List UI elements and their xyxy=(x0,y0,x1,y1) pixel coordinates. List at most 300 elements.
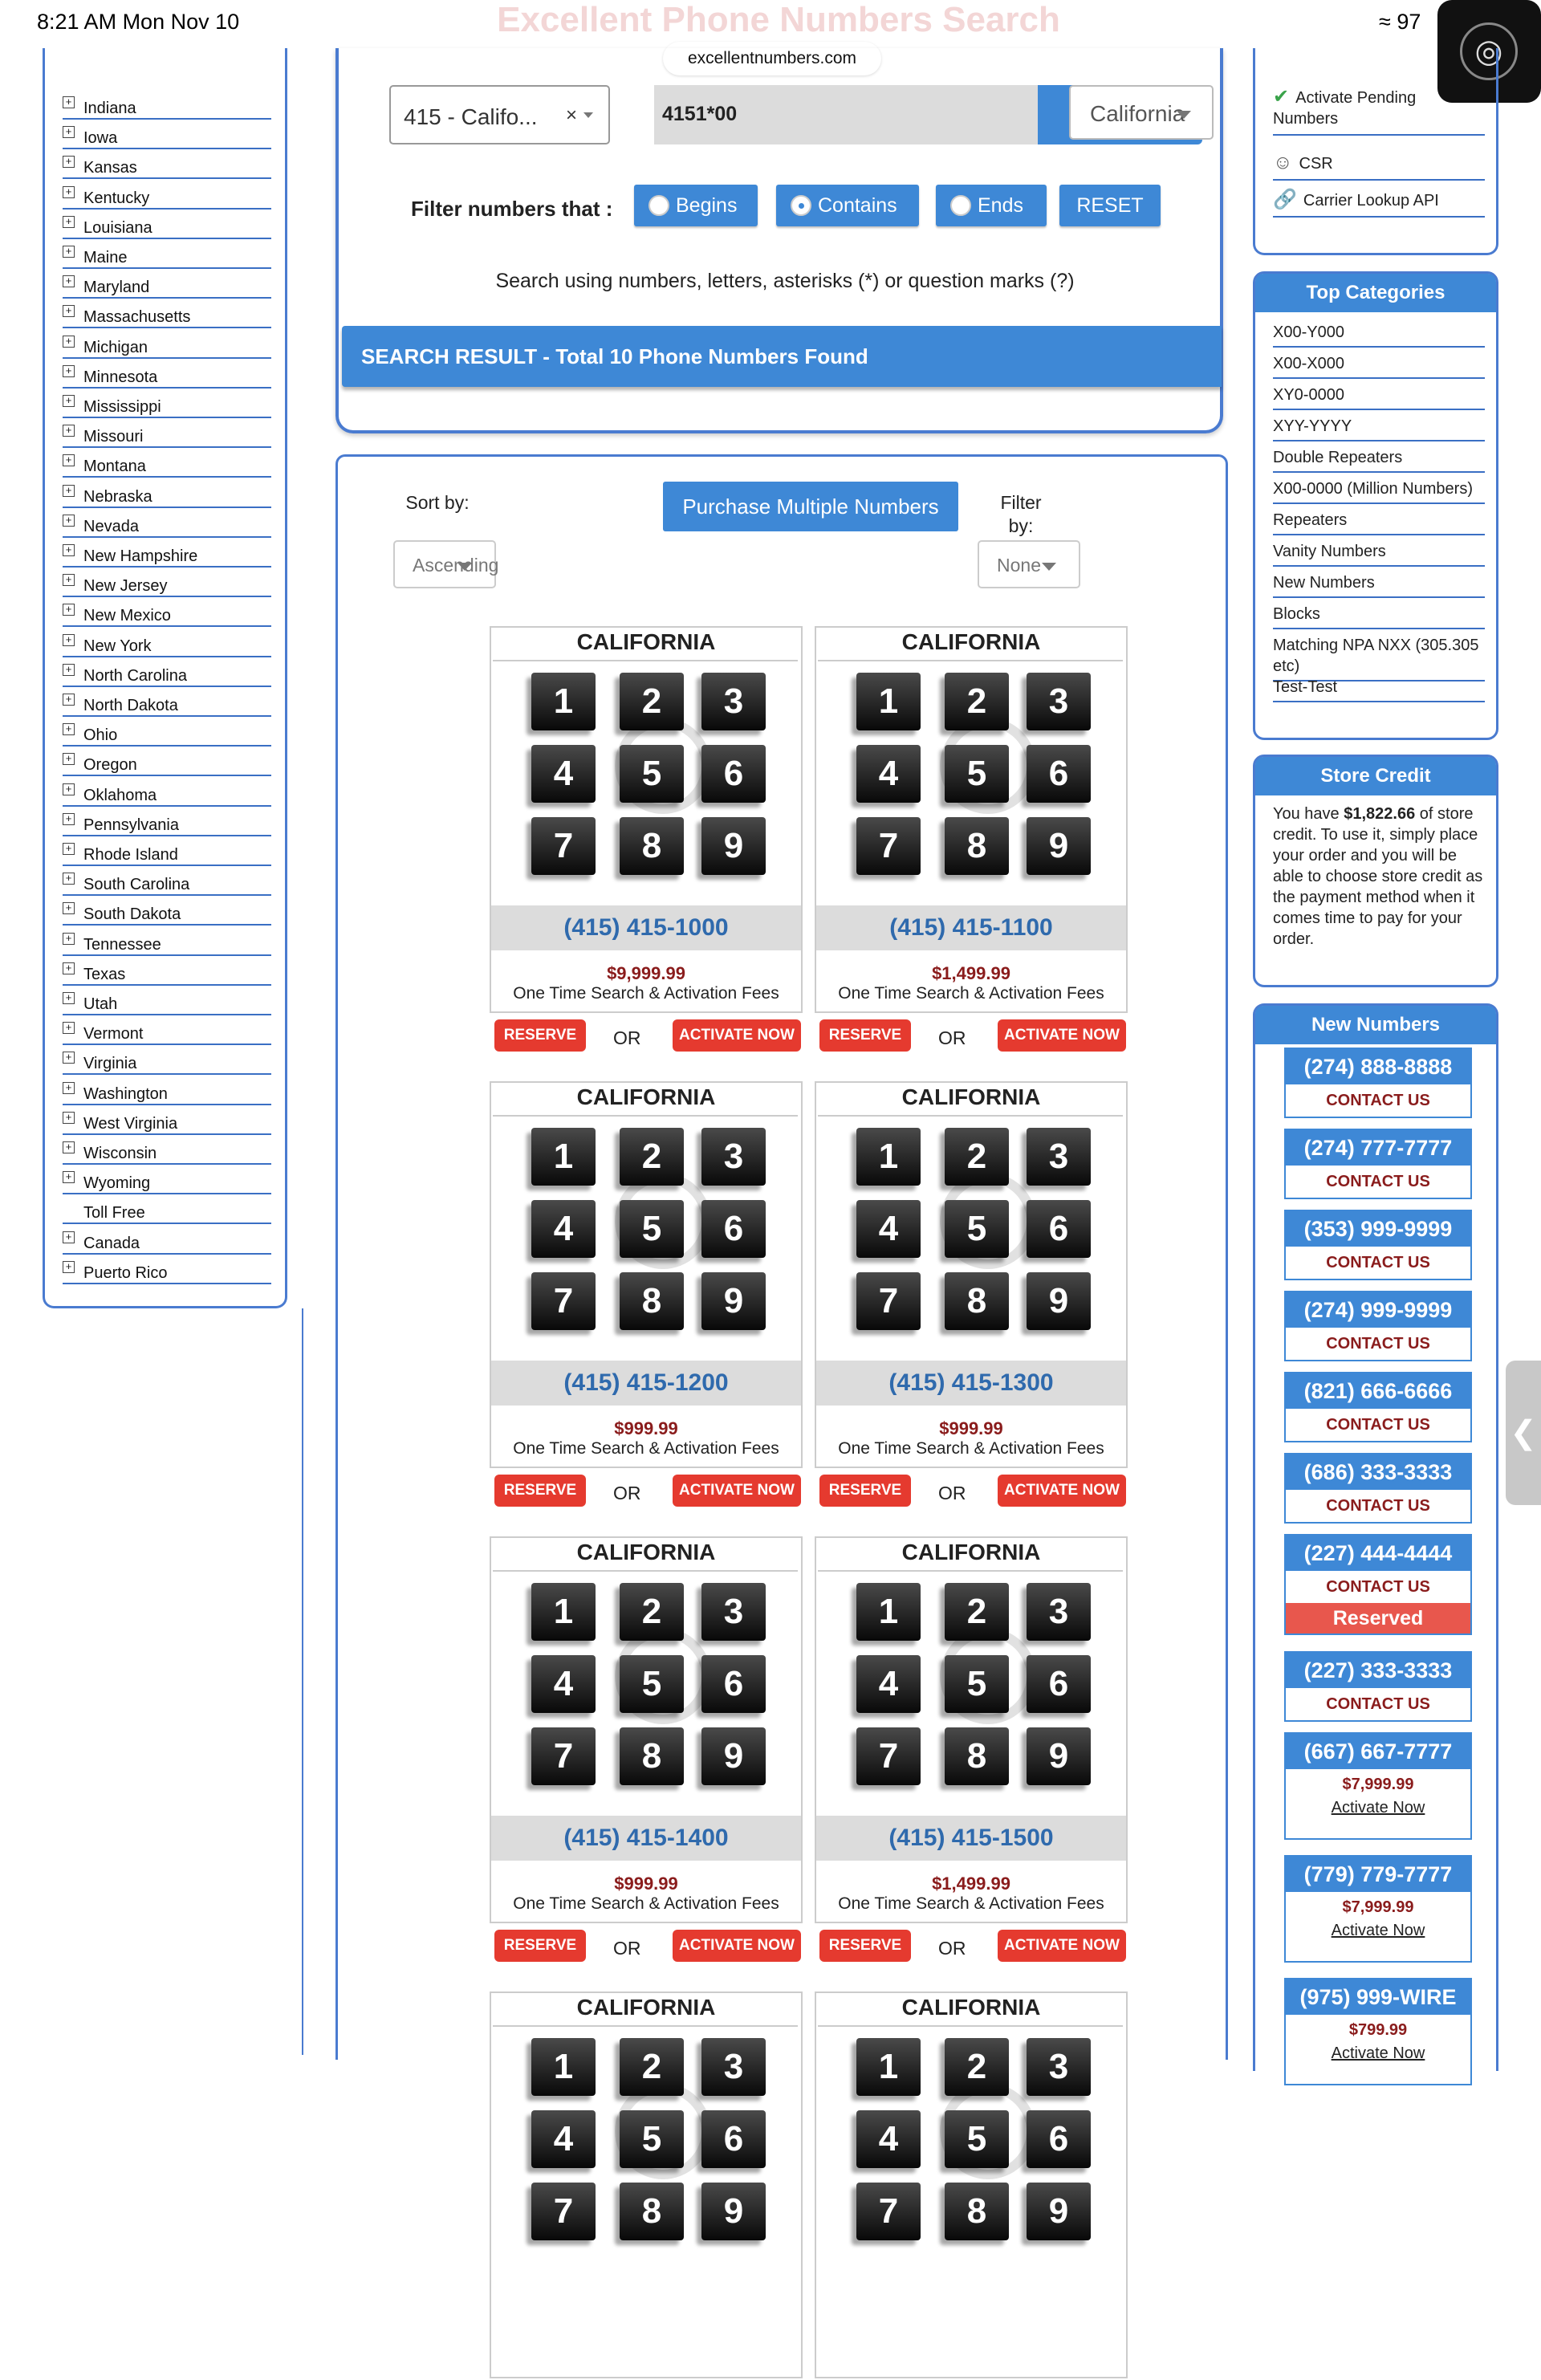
expand-icon[interactable]: + xyxy=(63,395,75,407)
keypad-key: 3 xyxy=(1027,1128,1091,1186)
filter-ends-label: Ends xyxy=(978,194,1023,217)
number-search-input[interactable] xyxy=(654,85,1039,144)
keypad-key: 8 xyxy=(620,1727,684,1785)
clear-icon[interactable]: × xyxy=(566,104,578,126)
state-name: Mississippi xyxy=(83,398,161,416)
state-name: Kentucky xyxy=(83,189,150,207)
new-number[interactable]: (667) 667-7777 xyxy=(1286,1734,1470,1769)
state-name: Wisconsin xyxy=(83,1145,157,1162)
keypad-key: 7 xyxy=(856,817,921,875)
keypad-key: 4 xyxy=(856,1655,921,1713)
chevron-down-icon xyxy=(1177,111,1191,119)
state-item[interactable] xyxy=(63,418,271,448)
keypad-key: 2 xyxy=(945,1128,1009,1186)
or-label: OR xyxy=(613,1483,641,1503)
activate-now-link[interactable]: Activate Now xyxy=(1331,1922,1425,1939)
new-numbers-title: New Numbers xyxy=(1255,1006,1496,1044)
category-link[interactable]: X00-Y000 xyxy=(1273,322,1485,348)
expand-icon[interactable]: + xyxy=(63,216,75,228)
state-name: Oregon xyxy=(83,756,137,775)
card-phone-number[interactable]: (415) 415-1400 xyxy=(491,1816,801,1861)
keypad-key: 5 xyxy=(620,2110,684,2168)
credit-amount: $1,822.66 xyxy=(1344,805,1416,823)
card-state: CALIFORNIA xyxy=(901,1084,1041,1109)
keypad-image xyxy=(531,1583,764,1800)
expand-icon[interactable]: + xyxy=(63,1022,75,1034)
filter-by-select[interactable] xyxy=(978,540,1080,588)
state-item[interactable] xyxy=(63,508,271,538)
state-name: North Dakota xyxy=(83,697,178,714)
category-link[interactable]: Matching NPA NXX (305.305 etc) xyxy=(1273,635,1485,681)
category-link[interactable]: X00-0000 (Million Numbers) xyxy=(1273,478,1485,504)
keypad-key: 8 xyxy=(945,1727,1009,1785)
state-name: Louisiana xyxy=(83,218,152,237)
state-item[interactable] xyxy=(63,359,271,389)
new-number[interactable]: (227) 444-4444 xyxy=(1286,1536,1470,1571)
state-item[interactable] xyxy=(63,269,271,299)
expand-icon[interactable]: + xyxy=(63,962,75,974)
state-item[interactable] xyxy=(63,807,271,836)
state-item[interactable] xyxy=(63,1165,271,1194)
expand-icon[interactable]: + xyxy=(63,1082,75,1094)
url-bar[interactable]: excellentnumbers.com xyxy=(663,42,881,75)
search-result-bar: SEARCH RESULT - Total 10 Phone Numbers Found xyxy=(342,326,1222,387)
filter-ends-radio[interactable] xyxy=(936,185,1047,226)
state-item[interactable] xyxy=(63,180,271,210)
state-item[interactable] xyxy=(63,896,271,926)
new-number[interactable]: (227) 333-3333 xyxy=(1286,1653,1470,1688)
new-number[interactable]: (274) 777-7777 xyxy=(1286,1130,1470,1166)
state-item[interactable] xyxy=(63,1194,271,1224)
category-link[interactable]: Vanity Numbers xyxy=(1273,541,1485,567)
category-link[interactable]: Repeaters xyxy=(1273,510,1485,535)
expand-icon[interactable]: + xyxy=(63,783,75,795)
number-card xyxy=(490,626,803,1048)
expand-icon[interactable]: + xyxy=(63,186,75,198)
card-price: $1,499.99 xyxy=(932,1873,1010,1894)
reset-button[interactable]: RESET xyxy=(1059,185,1161,226)
store-credit-title: Store Credit xyxy=(1255,757,1496,795)
filter-by-label: Filter by: xyxy=(1000,492,1042,536)
keypad-key: 3 xyxy=(1027,2038,1091,2096)
reserve-button[interactable]: RESERVE xyxy=(819,1930,911,1962)
state-item[interactable] xyxy=(63,149,271,179)
state-item[interactable] xyxy=(63,239,271,269)
activate-now-button[interactable]: ACTIVATE NOW xyxy=(998,1475,1126,1507)
contact-us-link[interactable]: CONTACT US xyxy=(1326,1578,1430,1596)
expand-icon[interactable]: + xyxy=(63,515,75,527)
state-name: Minnesota xyxy=(83,368,158,386)
new-number-card[interactable] xyxy=(1284,1048,1472,1118)
keypad-key: 5 xyxy=(945,2110,1009,2168)
expand-icon[interactable]: + xyxy=(63,454,75,466)
state-name: Ohio xyxy=(83,726,118,745)
card-fee-label: One Time Search & Activation Fees xyxy=(838,984,1104,1003)
category-link[interactable]: XY0-0000 xyxy=(1273,384,1485,410)
state-name: Michigan xyxy=(83,338,148,356)
state-name: Rhode Island xyxy=(83,846,178,864)
keypad-key: 3 xyxy=(701,1583,766,1641)
number-card xyxy=(815,1991,1128,2380)
state-name: New Jersey xyxy=(83,577,168,596)
expand-icon[interactable]: + xyxy=(63,574,75,586)
or-label: OR xyxy=(938,1938,966,1959)
filter-by-value: None xyxy=(997,555,1041,576)
new-number-card[interactable] xyxy=(1284,1372,1472,1442)
new-number-card[interactable] xyxy=(1284,1210,1472,1280)
expand-icon[interactable]: + xyxy=(63,1052,75,1064)
new-number-card[interactable] xyxy=(1284,1129,1472,1199)
keypad-key: 1 xyxy=(856,1128,921,1186)
activate-now-button[interactable]: ACTIVATE NOW xyxy=(998,1930,1126,1962)
state-item[interactable] xyxy=(63,448,271,478)
keypad-key: 5 xyxy=(945,1655,1009,1713)
chevron-down-icon xyxy=(583,112,593,118)
contact-us-link[interactable]: CONTACT US xyxy=(1326,1092,1430,1109)
state-item[interactable] xyxy=(63,1015,271,1045)
state-name: Puerto Rico xyxy=(83,1263,168,1282)
radio-icon xyxy=(950,195,971,216)
expand-icon[interactable]: + xyxy=(63,992,75,1004)
keypad-key: 7 xyxy=(531,2183,596,2240)
state-name: Virginia xyxy=(83,1055,137,1073)
state-item[interactable] xyxy=(63,1045,271,1075)
state-name: Massachusetts xyxy=(83,308,191,327)
sidebar-link-label: Activate Pending Numbers xyxy=(1273,89,1417,128)
keypad-key: 2 xyxy=(620,1128,684,1186)
state-name: Nevada xyxy=(83,517,139,535)
category-link[interactable]: Blocks xyxy=(1273,604,1485,629)
keypad-key: 1 xyxy=(531,1583,596,1641)
state-item[interactable] xyxy=(63,986,271,1015)
state-name: Utah xyxy=(83,995,118,1013)
state-name: South Dakota xyxy=(83,905,181,924)
keypad-key: 4 xyxy=(531,1200,596,1258)
category-link[interactable]: X00-X000 xyxy=(1273,353,1485,379)
divider xyxy=(493,1570,798,1572)
reserve-button[interactable]: RESERVE xyxy=(819,1019,911,1052)
state-item[interactable] xyxy=(63,210,271,239)
store-credit-text xyxy=(1273,804,1490,950)
state-item[interactable] xyxy=(63,478,271,508)
keypad-key: 3 xyxy=(1027,673,1091,730)
category-link[interactable]: Double Repeaters xyxy=(1273,447,1485,473)
expand-icon[interactable]: + xyxy=(63,873,75,885)
expand-icon[interactable]: + xyxy=(63,365,75,377)
divider xyxy=(493,1115,798,1117)
state-item[interactable] xyxy=(63,299,271,328)
new-number-price: $7,999.99 xyxy=(1342,1776,1414,1793)
divider xyxy=(818,1570,1123,1572)
keypad-key: 9 xyxy=(1027,817,1091,875)
card-price: $9,999.99 xyxy=(607,963,685,983)
area-code-value: 415 - Califo... xyxy=(404,104,538,129)
link-icon: 🔗 xyxy=(1273,189,1297,210)
card-phone-number[interactable]: (415) 415-1200 xyxy=(491,1361,801,1406)
keypad-key: 7 xyxy=(531,817,596,875)
expand-icon[interactable]: + xyxy=(63,933,75,945)
expand-icon[interactable]: + xyxy=(63,275,75,287)
expand-icon[interactable]: + xyxy=(63,305,75,317)
keypad-key: 2 xyxy=(620,673,684,730)
activate-now-link[interactable]: Activate Now xyxy=(1331,2044,1425,2062)
area-code-select[interactable] xyxy=(389,85,610,144)
expand-icon[interactable]: + xyxy=(63,813,75,825)
keypad-image xyxy=(531,673,764,889)
state-name: Maryland xyxy=(83,279,150,297)
keypad-key: 7 xyxy=(856,1727,921,1785)
expand-icon[interactable]: + xyxy=(63,126,75,138)
radio-selected-icon xyxy=(791,195,811,216)
keypad-image xyxy=(856,673,1089,889)
new-number-card[interactable] xyxy=(1284,1453,1472,1524)
reserve-button[interactable]: RESERVE xyxy=(819,1475,911,1507)
keypad-key: 1 xyxy=(856,2038,921,2096)
state-item[interactable] xyxy=(63,866,271,896)
keypad-key: 2 xyxy=(620,2038,684,2096)
divider xyxy=(818,1115,1123,1117)
card-price: $999.99 xyxy=(614,1873,678,1894)
status-icons xyxy=(1379,10,1421,35)
state-item[interactable] xyxy=(63,1076,271,1105)
state-item[interactable] xyxy=(63,657,271,687)
keypad-image xyxy=(856,1583,1089,1800)
contact-us-link[interactable]: CONTACT US xyxy=(1326,1254,1430,1271)
keypad-image xyxy=(531,1128,764,1345)
assistive-icon: ◎ xyxy=(1460,22,1518,80)
filter-begins-radio[interactable] xyxy=(634,185,758,226)
expand-icon[interactable]: + xyxy=(63,843,75,855)
card-state: CALIFORNIA xyxy=(576,629,716,654)
account-links-box xyxy=(1253,48,1498,255)
filter-begins-label: Begins xyxy=(676,194,738,217)
expand-icon[interactable]: + xyxy=(63,1261,75,1273)
keypad-key: 9 xyxy=(1027,2183,1091,2240)
expand-icon[interactable]: + xyxy=(63,485,75,497)
state-item[interactable] xyxy=(63,956,271,986)
state-item[interactable] xyxy=(63,717,271,747)
new-number-card[interactable] xyxy=(1284,1291,1472,1361)
keypad-key: 8 xyxy=(945,2183,1009,2240)
contact-us-link[interactable]: CONTACT US xyxy=(1326,1497,1430,1515)
reserve-button[interactable]: RESERVE xyxy=(494,1475,586,1507)
new-number[interactable]: (779) 779-7777 xyxy=(1286,1857,1470,1892)
sort-label: Sort by: xyxy=(405,492,470,513)
radio-icon xyxy=(649,195,669,216)
new-number-card[interactable] xyxy=(1284,1978,1472,2085)
new-number[interactable]: (274) 888-8888 xyxy=(1286,1049,1470,1084)
keypad-key: 6 xyxy=(1027,745,1091,803)
state-item[interactable] xyxy=(63,777,271,807)
page-header-title: Excellent Phone Numbers Search xyxy=(497,0,1060,39)
csr-icon: ☺ xyxy=(1273,152,1293,173)
state-item[interactable] xyxy=(63,628,271,657)
keypad-key: 1 xyxy=(531,673,596,730)
new-number[interactable]: (821) 666-6666 xyxy=(1286,1373,1470,1409)
store-credit-box xyxy=(1253,755,1498,987)
keypad-key: 5 xyxy=(620,745,684,803)
expand-icon[interactable]: + xyxy=(63,246,75,258)
keypad-key: 4 xyxy=(531,745,596,803)
card-phone-number[interactable]: (415) 415-1300 xyxy=(816,1361,1126,1406)
card-price: $999.99 xyxy=(614,1418,678,1438)
new-number[interactable]: (686) 333-3333 xyxy=(1286,1454,1470,1490)
card-phone-number[interactable]: (415) 415-1000 xyxy=(491,905,801,950)
card-fee-label: One Time Search & Activation Fees xyxy=(838,1439,1104,1458)
category-link[interactable]: Test-Test xyxy=(1273,677,1485,702)
new-number[interactable]: (975) 999-WIRE xyxy=(1286,1979,1470,2015)
expand-icon[interactable]: + xyxy=(63,544,75,556)
expand-icon[interactable]: + xyxy=(63,664,75,676)
sidebar-link-csr[interactable] xyxy=(1273,153,1485,181)
expand-icon[interactable]: + xyxy=(63,723,75,735)
state-item[interactable] xyxy=(63,389,271,418)
contact-us-link[interactable]: CONTACT US xyxy=(1326,1335,1430,1353)
state-list-panel xyxy=(43,48,287,1308)
expand-icon[interactable]: + xyxy=(63,694,75,706)
state-name: Wyoming xyxy=(83,1174,151,1193)
card-phone-number[interactable]: (415) 415-1100 xyxy=(816,905,1126,950)
activate-now-link[interactable]: Activate Now xyxy=(1331,1799,1425,1817)
card-fee-label: One Time Search & Activation Fees xyxy=(513,1894,779,1913)
keypad-key: 8 xyxy=(620,2183,684,2240)
expand-icon[interactable]: + xyxy=(63,753,75,765)
new-number[interactable]: (274) 999-9999 xyxy=(1286,1292,1470,1328)
state-item[interactable] xyxy=(63,687,271,717)
state-item[interactable] xyxy=(63,568,271,597)
expand-icon[interactable]: + xyxy=(63,96,75,108)
reserve-button[interactable]: RESERVE xyxy=(494,1930,586,1962)
keypad-key: 3 xyxy=(701,2038,766,2096)
expand-icon[interactable]: + xyxy=(63,902,75,914)
card-state: CALIFORNIA xyxy=(901,1995,1041,2020)
new-number-card[interactable] xyxy=(1284,1855,1472,1963)
state-select[interactable] xyxy=(1069,85,1214,140)
activate-now-button[interactable]: ACTIVATE NOW xyxy=(673,1019,801,1052)
expand-icon[interactable]: + xyxy=(63,156,75,168)
state-item[interactable] xyxy=(63,329,271,359)
state-item[interactable] xyxy=(63,1255,271,1284)
new-number-card[interactable] xyxy=(1284,1651,1472,1722)
state-item[interactable] xyxy=(63,747,271,776)
new-number-card[interactable] xyxy=(1284,1534,1472,1635)
card-state: CALIFORNIA xyxy=(576,1540,716,1564)
activate-now-button[interactable]: ACTIVATE NOW xyxy=(998,1019,1126,1052)
state-item[interactable] xyxy=(63,1225,271,1255)
card-fee-label: One Time Search & Activation Fees xyxy=(513,1439,779,1458)
status-time: 8:21 AM Mon Nov 10 xyxy=(37,10,240,34)
card-state: CALIFORNIA xyxy=(901,629,1041,654)
number-card xyxy=(815,1536,1128,1959)
keypad-key: 7 xyxy=(531,1272,596,1330)
category-link[interactable]: New Numbers xyxy=(1273,572,1485,598)
new-number-card[interactable] xyxy=(1284,1732,1472,1840)
keypad-image xyxy=(531,2038,764,2255)
search-hint: Search using numbers, letters, asterisks (*) or question marks (?) xyxy=(495,270,1075,292)
sort-select[interactable] xyxy=(393,540,499,588)
card-price: $999.99 xyxy=(939,1418,1003,1438)
number-card xyxy=(490,1991,803,2380)
expand-icon[interactable]: + xyxy=(63,634,75,646)
keypad-key: 8 xyxy=(945,1272,1009,1330)
purchase-multiple-button[interactable]: Purchase Multiple Numbers xyxy=(663,482,958,531)
expand-icon[interactable]: + xyxy=(63,1171,75,1183)
contact-us-link[interactable]: CONTACT US xyxy=(1326,1416,1430,1434)
keypad-key: 5 xyxy=(620,1200,684,1258)
state-name: Missouri xyxy=(83,428,144,446)
keypad-key: 5 xyxy=(620,1655,684,1713)
contact-us-link[interactable]: CONTACT US xyxy=(1326,1695,1430,1713)
activate-now-button[interactable]: ACTIVATE NOW xyxy=(673,1475,801,1507)
contact-us-link[interactable]: CONTACT US xyxy=(1326,1173,1430,1190)
divider xyxy=(302,1308,303,2055)
top-categories-box xyxy=(1253,271,1498,740)
side-panel-tab[interactable]: ❮ xyxy=(1506,1361,1541,1505)
state-name: Washington xyxy=(83,1084,168,1103)
divider xyxy=(493,2025,798,2027)
expand-icon[interactable]: + xyxy=(63,336,75,348)
filter-contains-radio[interactable] xyxy=(776,185,919,226)
filter-label: Filter numbers that : xyxy=(411,197,613,221)
state-item[interactable] xyxy=(63,1135,271,1165)
state-name: Nebraska xyxy=(83,487,152,506)
chevron-down-icon xyxy=(1042,563,1056,571)
sidebar-link-link[interactable] xyxy=(1273,189,1485,218)
state-name: Texas xyxy=(83,965,126,983)
keypad-key: 6 xyxy=(1027,2110,1091,2168)
keypad-key: 6 xyxy=(701,1200,766,1258)
keypad-key: 4 xyxy=(856,745,921,803)
card-fee-label: One Time Search & Activation Fees xyxy=(513,984,779,1003)
keypad-image xyxy=(856,1128,1089,1345)
state-name: Oklahoma xyxy=(83,786,157,804)
state-item[interactable] xyxy=(63,90,271,120)
expand-icon[interactable]: + xyxy=(63,1231,75,1243)
activate-now-button[interactable]: ACTIVATE NOW xyxy=(673,1930,801,1962)
expand-icon[interactable]: + xyxy=(63,604,75,616)
filter-contains-label: Contains xyxy=(818,194,897,217)
card-state: CALIFORNIA xyxy=(901,1540,1041,1564)
state-item[interactable] xyxy=(63,597,271,627)
top-categories-title: Top Categories xyxy=(1255,274,1496,312)
state-item[interactable] xyxy=(63,538,271,568)
state-item[interactable] xyxy=(63,836,271,866)
state-item[interactable] xyxy=(63,120,271,149)
expand-icon[interactable]: + xyxy=(63,1112,75,1124)
new-number-price: $7,999.99 xyxy=(1342,1898,1414,1916)
battery-level: 97 xyxy=(1397,10,1421,34)
or-label: OR xyxy=(938,1027,966,1048)
keypad-key: 7 xyxy=(531,1727,596,1785)
reserved-badge: Reserved xyxy=(1286,1603,1470,1633)
keypad-key: 9 xyxy=(1027,1272,1091,1330)
state-item[interactable] xyxy=(63,1105,271,1135)
keypad-key: 9 xyxy=(701,817,766,875)
expand-icon[interactable]: + xyxy=(63,1141,75,1153)
card-state: CALIFORNIA xyxy=(576,1084,716,1109)
category-link[interactable]: XYY-YYYY xyxy=(1273,416,1485,441)
new-number[interactable]: (353) 999-9999 xyxy=(1286,1211,1470,1247)
card-phone-number[interactable]: (415) 415-1500 xyxy=(816,1816,1126,1861)
expand-icon[interactable]: + xyxy=(63,425,75,437)
sidebar-link-check[interactable] xyxy=(1273,87,1485,136)
reserve-button[interactable]: RESERVE xyxy=(494,1019,586,1052)
state-name: New Hampshire xyxy=(83,547,198,565)
keypad-key: 3 xyxy=(701,1128,766,1186)
state-item[interactable] xyxy=(63,926,271,956)
state-name: Indiana xyxy=(83,100,136,117)
keypad-key: 5 xyxy=(945,745,1009,803)
